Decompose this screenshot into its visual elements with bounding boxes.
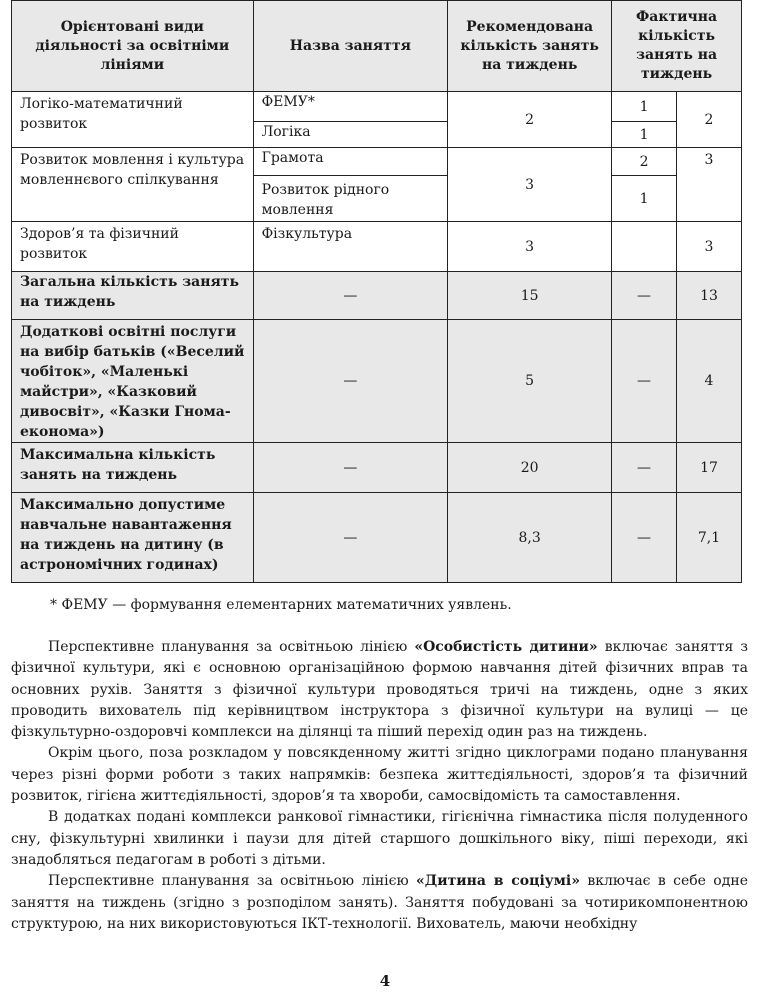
actual-cell: 1 <box>612 122 677 148</box>
recommended-cell: 15 <box>448 272 612 320</box>
table-row <box>12 493 742 583</box>
actual-total-cell: 3 <box>677 148 742 222</box>
header-lesson-name: Назва заняття <box>253 1 448 92</box>
actual-total-cell: 7,1 <box>677 493 742 583</box>
lesson-cell: Фізкультура <box>253 222 448 272</box>
recommended-cell: 3 <box>448 148 612 222</box>
actual-total-cell: 2 <box>677 92 742 148</box>
table-row <box>12 272 742 320</box>
paragraph: В додатках подані комплекси ранкової гімнастики, гігієнічна гімнастика після полуденного сну, фізкультурні хвилинки і паузи для дітей старшого дошкільного віку, піші переходи, які знадобляться педагогам в роботі з дітьми. <box>11 809 748 868</box>
table-row <box>12 148 742 176</box>
paragraph: Перспективне планування за освітньою лінією «Дитина в соціумі» включає в себе одне заняття на тиждень (згідно з розподілом занять). Заняття побудовані за чотирикомпонентною структурою, на них використовуються ІКТ-технології. Вихователь, маючи необхідну <box>11 873 748 932</box>
actual-cell: — <box>612 272 677 320</box>
header-recommended: Рекомендована кількість занять на тиждень <box>448 1 612 92</box>
summary-label-cell: Додаткові освітні послуги на вибір батьків («Веселий чобіток», «Маленькі майстри», «Казковий дивосвіт», «Казки Гнома-економа») <box>12 320 254 443</box>
summary-label-cell: Максимально допустиме навчальне навантаження на тиждень на дитину (в астрономічних годинах) <box>12 493 254 583</box>
bold-term: «Дитина в соціумі» <box>416 873 580 890</box>
page-number: 4 <box>379 972 391 990</box>
paragraph: Перспективне планування за освітньою лінією «Особистість дитини» включає заняття з фізичної культури, які є основною організаційною формою навчання дітей фізичних вправ та основних рухів. Заняття з фізичної культури проводяться тричі на тиждень, одне з яких проводить вихователь під керівництвом інструктора з фізичної культури на вулиці — це фізкультурно-оздоровчі комплекси на ділянці та піший перехід один раз на тиждень. <box>11 639 748 741</box>
area-cell: Розвиток мовлення і культура мовленнєвого спілкування <box>12 148 254 222</box>
actual-cell: — <box>612 443 677 493</box>
actual-total-cell: 4 <box>677 320 742 443</box>
summary-label-cell: Загальна кількість занять на тиждень <box>12 272 254 320</box>
lessons-table <box>11 0 742 583</box>
bold-term: «Особистість дитини» <box>414 639 598 655</box>
area-cell: Здоров’я та фізичний розвиток <box>12 222 254 272</box>
table-row <box>12 443 742 493</box>
area-cell: Логіко-математичний розвиток <box>12 92 254 148</box>
lesson-cell: — <box>253 320 448 443</box>
table-row <box>12 320 742 443</box>
actual-cell: 1 <box>612 92 677 122</box>
table-row <box>12 92 742 122</box>
lesson-cell: — <box>253 272 448 320</box>
actual-total-cell: 17 <box>677 443 742 493</box>
table-header-row <box>12 1 742 92</box>
actual-cell: 2 <box>612 148 677 176</box>
actual-cell: — <box>612 493 677 583</box>
summary-label-cell: Максимальна кількість занять на тиждень <box>12 443 254 493</box>
header-activity-areas: Орієнтовані види діяльності за освітніми лініями <box>12 1 254 92</box>
recommended-cell: 2 <box>448 92 612 148</box>
lesson-cell: — <box>253 443 448 493</box>
actual-cell: 1 <box>612 176 677 222</box>
actual-total-cell: 3 <box>677 222 742 272</box>
recommended-cell: 3 <box>448 222 612 272</box>
body-text <box>11 637 748 935</box>
actual-total-cell: 13 <box>677 272 742 320</box>
lesson-cell: Розвиток рідного мовлення <box>253 176 448 222</box>
lesson-cell: ФЕМУ* <box>253 92 448 122</box>
actual-cell: — <box>612 320 677 443</box>
header-actual: Фактична кількість занять на тиждень <box>612 1 742 92</box>
actual-cell <box>612 222 677 272</box>
footnote: * ФЕМУ — формування елементарних математичних уявлень. <box>50 597 512 613</box>
lesson-cell: Грамота <box>253 148 448 176</box>
recommended-cell: 8,3 <box>448 493 612 583</box>
recommended-cell: 20 <box>448 443 612 493</box>
table-row <box>12 222 742 272</box>
lesson-cell: — <box>253 493 448 583</box>
lesson-cell: Логіка <box>253 122 448 148</box>
recommended-cell: 5 <box>448 320 612 443</box>
paragraph: Окрім цього, поза розкладом у повсякденному житті згідно циклограми подано планування через різні форми роботи з таких напрямків: безпека життєдіяльності, здоров’я та фізичний розвиток, гігієна життєдіяльності, здоров’я та хвороби, самосвідомість та самоставлення. <box>11 745 748 805</box>
